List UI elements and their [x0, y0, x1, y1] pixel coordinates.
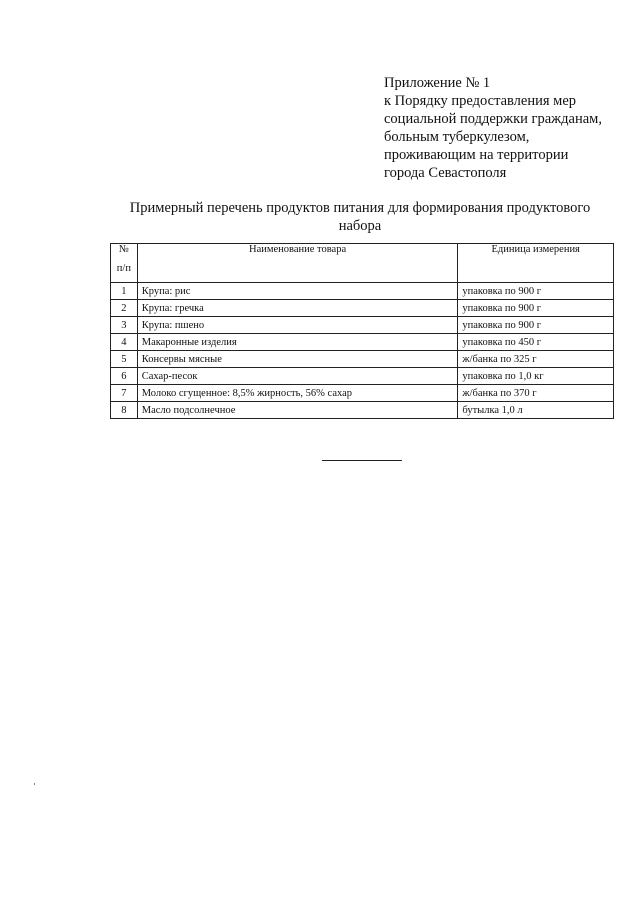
appendix-line: к Порядку предоставления мер [384, 93, 577, 109]
row-unit: упаковка по 900 г [458, 283, 614, 300]
header-num-sub: п/п [111, 263, 138, 283]
table-row [111, 368, 614, 385]
scan-artifact [34, 783, 35, 785]
row-num: 3 [111, 317, 138, 334]
appendix-line: города Севастополя [384, 165, 507, 181]
appendix-line: социальной поддержки гражданам, [384, 111, 602, 127]
row-unit: ж/банка по 370 г [458, 385, 614, 402]
row-name: Масло подсолнечное [137, 402, 458, 419]
table-row [111, 300, 614, 317]
row-num: 7 [111, 385, 138, 402]
table-row [111, 402, 614, 419]
title-line: набора [338, 218, 382, 234]
row-num: 4 [111, 334, 138, 351]
table-row [111, 351, 614, 368]
row-unit: упаковка по 900 г [458, 300, 614, 317]
row-name: Консервы мясные [137, 351, 458, 368]
header-unit: Единица измерения [458, 244, 614, 283]
row-name: Крупа: пшено [137, 317, 458, 334]
row-unit: упаковка по 1,0 кг [458, 368, 614, 385]
appendix-line: больным туберкулезом, [384, 129, 530, 145]
row-unit: бутылка 1,0 л [458, 402, 614, 419]
row-name: Крупа: рис [137, 283, 458, 300]
row-name: Крупа: гречка [137, 300, 458, 317]
row-num: 1 [111, 283, 138, 300]
row-name: Молоко сгущенное: 8,5% жирность, 56% сахар [137, 385, 458, 402]
row-unit: ж/банка по 325 г [458, 351, 614, 368]
appendix-line: Приложение № 1 [384, 75, 491, 91]
row-name: Сахар-песок [137, 368, 458, 385]
header-name: Наименование товара [137, 244, 458, 283]
closing-divider [322, 460, 402, 461]
row-unit: упаковка по 450 г [458, 334, 614, 351]
appendix-block [384, 74, 624, 182]
row-name: Макаронные изделия [137, 334, 458, 351]
document-title [100, 199, 620, 235]
products-table [110, 243, 614, 419]
row-num: 6 [111, 368, 138, 385]
table-row [111, 283, 614, 300]
header-num: № [111, 244, 138, 264]
table-header-row [111, 244, 614, 264]
table-row [111, 334, 614, 351]
row-unit: упаковка по 900 г [458, 317, 614, 334]
table-row [111, 317, 614, 334]
row-num: 2 [111, 300, 138, 317]
row-num: 5 [111, 351, 138, 368]
appendix-line: проживающим на территории [384, 147, 569, 163]
table-row [111, 385, 614, 402]
title-line: Примерный перечень продуктов питания для формирования продуктового [129, 200, 591, 216]
row-num: 8 [111, 402, 138, 419]
